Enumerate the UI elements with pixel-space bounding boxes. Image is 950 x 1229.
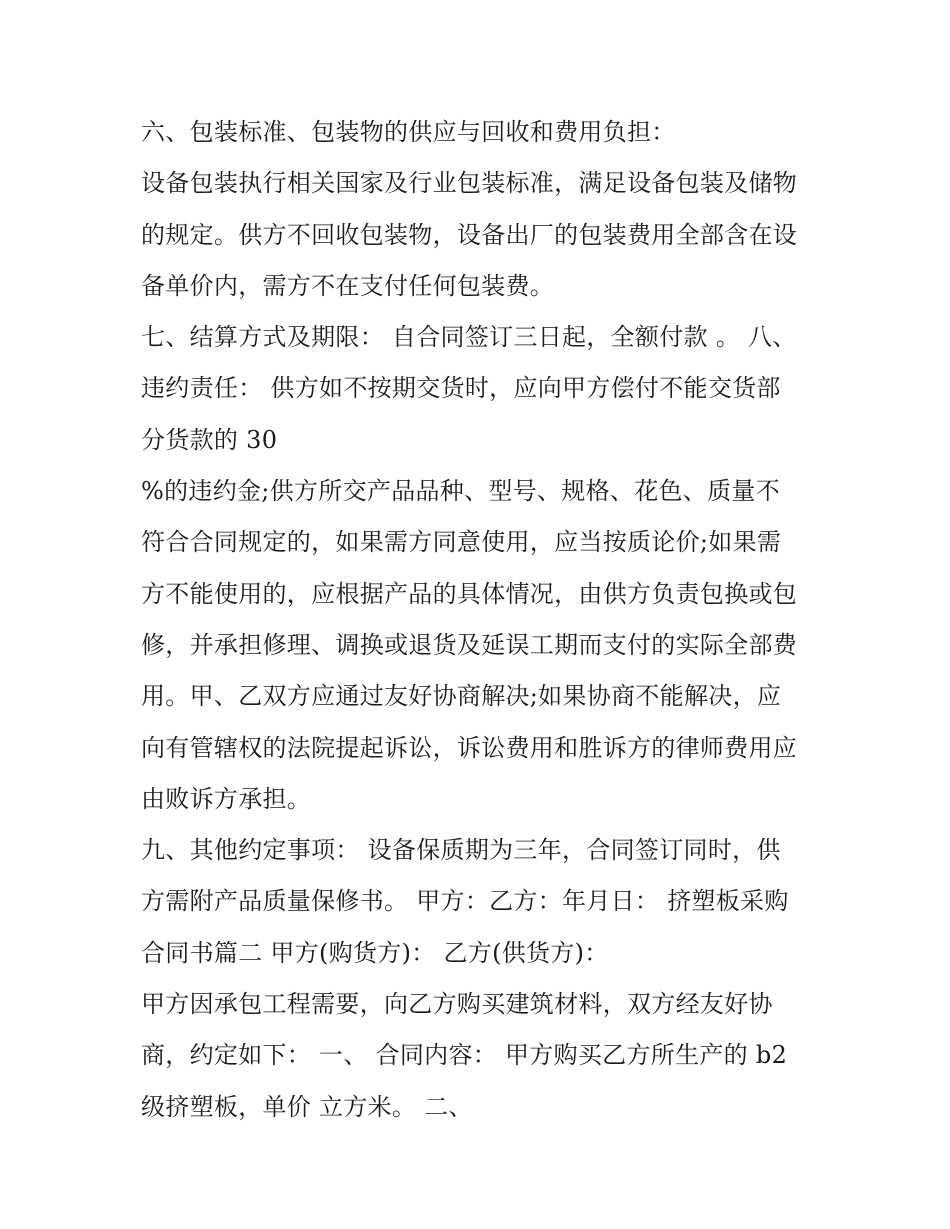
text-line: 的规定。供方不回收包装物，设备出厂的包装费用全部含在设 (141, 220, 798, 249)
text-line: 由败诉方承担。 (141, 784, 312, 813)
text-line: %的违约金;供方所交产品品种、型号、规格、花色、质量不 (141, 477, 780, 506)
text-line: 六、包装标准、包装物的供应与回收和费用负担： (141, 118, 676, 146)
text-line: 九、其他约定事项： 设备保质期为三年，合同签订同时，供 (141, 836, 781, 865)
text-line: 方不能使用的，应根据产品的具体情况，由供方负责包换或包 (141, 579, 798, 608)
text-line: 分货款的 30 (141, 425, 278, 454)
text-line: 用。甲、乙双方应通过友好协商解决;如果协商不能解决，应 (141, 682, 782, 711)
text-line: 甲方因承包工程需要，向乙方购买建筑材料，双方经友好协 (141, 990, 773, 1019)
text-line: 向有管辖权的法院提起诉讼，诉讼费用和胜诉方的律师费用应 (141, 733, 798, 762)
text-line: 设备包装执行相关国家及行业包装标准，满足设备包装及储物 (141, 169, 798, 198)
text-line: 级挤塑板，单价 立方米。 二、 (141, 1092, 473, 1121)
text-line: 七、结算方式及期限： 自合同签订三日起，全额付款 。 八、 (141, 323, 797, 352)
text-line: 商，约定如下： 一、 合同内容： 甲方购买乙方所生产的 b2 (141, 1041, 788, 1070)
text-line: 方需附产品质量保修书。 甲方：乙方：年月日： 挤塑板采购 (141, 887, 789, 916)
text-line: 符合合同规定的，如果需方同意使用，应当按质论价;如果需 (141, 528, 782, 557)
document-body (141, 107, 821, 1133)
text-line: 合同书篇二 甲方(购货方)： 乙方(供货方)： (141, 938, 609, 967)
text-line: 备单价内，需方不在支付任何包装费。 (141, 271, 555, 300)
text-line: 违约责任： 供方如不按期交货时，应向甲方偿付不能交货部 (141, 374, 781, 403)
text-line: 修，并承担修理、调换或退货及延误工期而支付的实际全部费 (141, 630, 798, 659)
